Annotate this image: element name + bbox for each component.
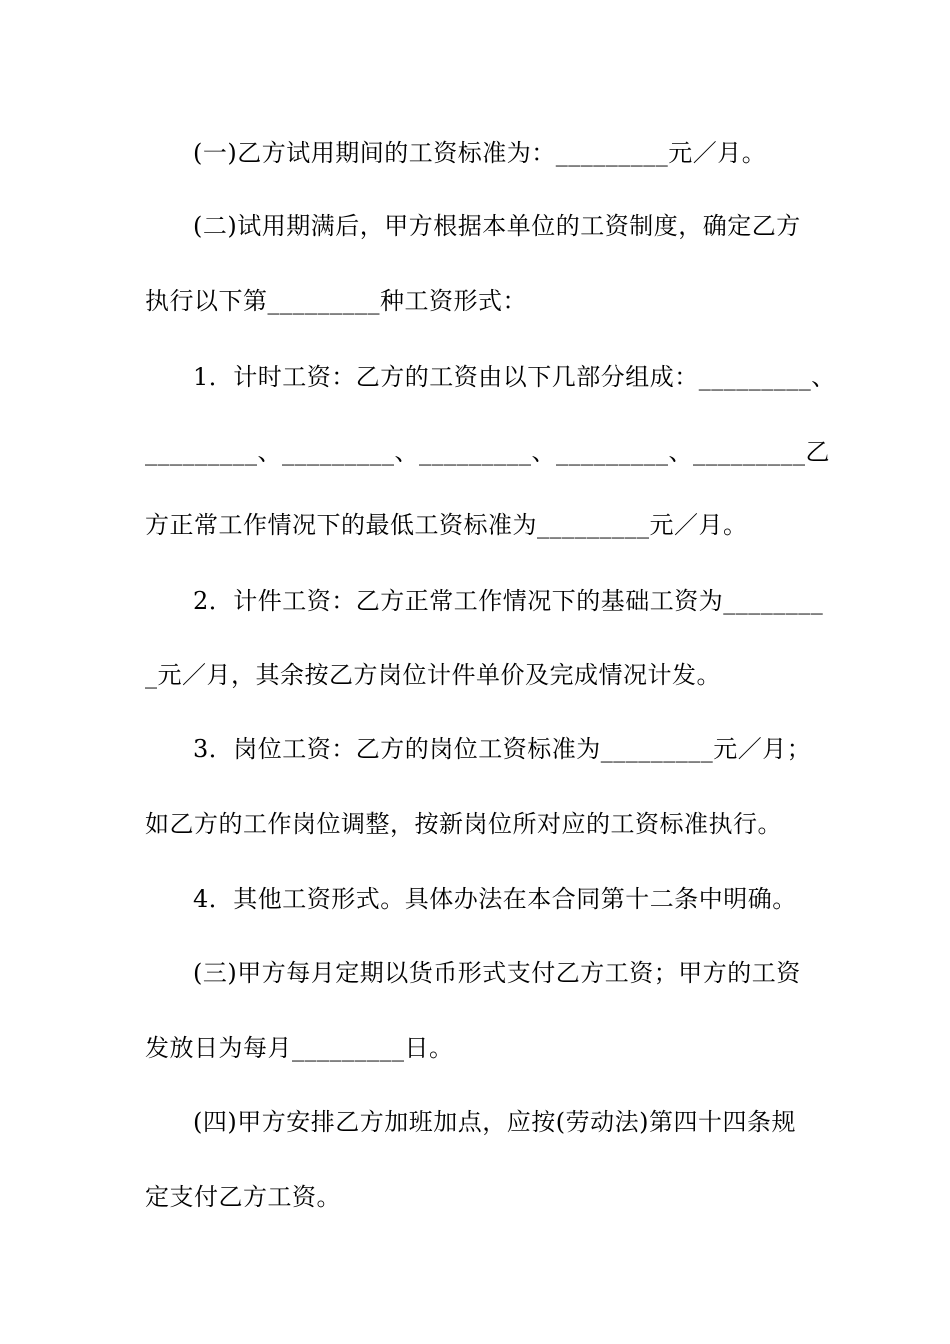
clause-after-probation: (二)试用期满后，甲方根据本单位的工资制度，确定乙方 <box>193 212 801 240</box>
clause-hourly-wage-blanks: _________、_________、_________、_________、_________乙 <box>145 438 830 466</box>
clause-after-probation-cont: 执行以下第_________种工资形式： <box>145 287 527 315</box>
clause-payment-method: (三)甲方每月定期以货币形式支付乙方工资；甲方的工资 <box>193 959 801 987</box>
clause-piece-wage: 2．计件工资：乙方正常工作情况下的基础工资为________ <box>193 587 824 615</box>
clause-piece-wage-cont: _元／月，其余按乙方岗位计件单价及完成情况计发。 <box>145 661 721 689</box>
clause-post-wage: 3．岗位工资：乙方的岗位工资标准为_________元／月； <box>193 735 812 763</box>
clause-hourly-wage-minimum: 方正常工作情况下的最低工资标准为_________元／月。 <box>145 511 748 539</box>
clause-probation-wage: (一)乙方试用期间的工资标准为：_________元／月。 <box>193 139 767 167</box>
clause-overtime: (四)甲方安排乙方加班加点，应按(劳动法)第四十四条规 <box>193 1108 796 1136</box>
clause-payment-day: 发放日为每月_________日。 <box>145 1034 454 1062</box>
clause-other-wage: 4．其他工资形式。具体办法在本合同第十二条中明确。 <box>193 885 797 913</box>
clause-overtime-cont: 定支付乙方工资。 <box>145 1183 341 1211</box>
clause-hourly-wage: 1．计时工资：乙方的工资由以下几部分组成：_________、 <box>193 363 836 391</box>
clause-post-wage-cont: 如乙方的工作岗位调整，按新岗位所对应的工资标准执行。 <box>145 810 782 838</box>
